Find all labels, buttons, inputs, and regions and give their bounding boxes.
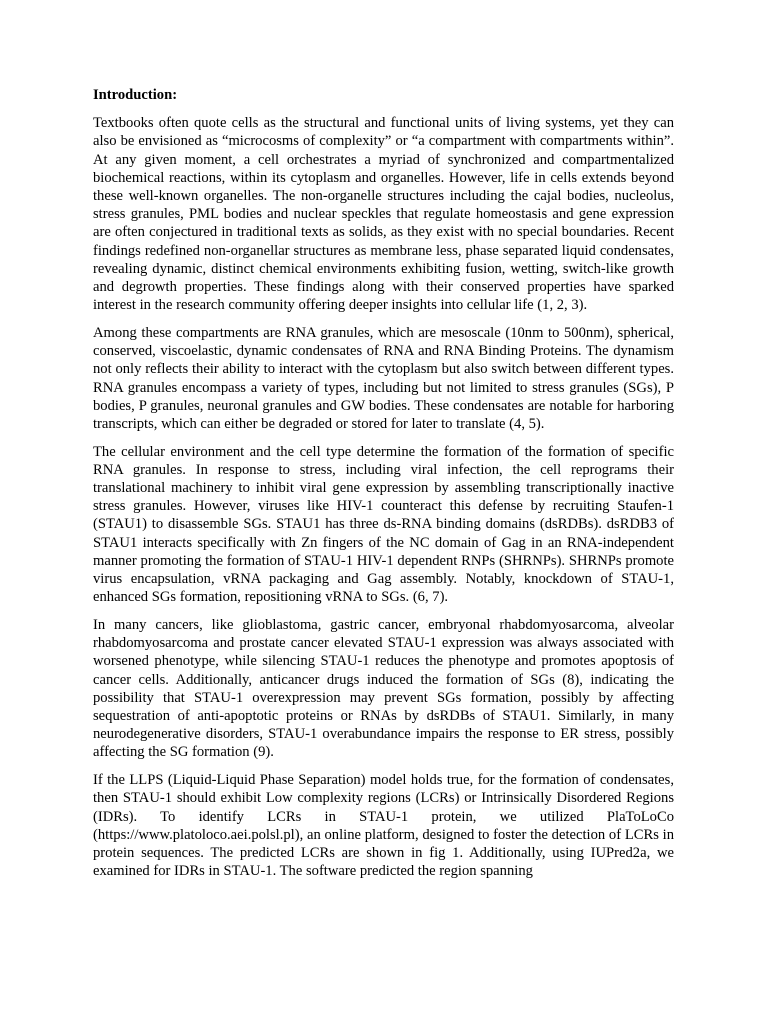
paragraph-cancers-stau1: In many cancers, like glioblastoma, gastric cancer, embryonal rhabdomyosarcoma, alveolar rhabdomyosarcoma and prostate cancer elevated STAU-1 expression was always associated with worsened phenotype, while silencing STAU-1 reduces the phenotype and promotes apoptosis of cancer cells. Additionally, anticancer drugs induced the formation of SGs (8), indicating the possibility that STAU-1 overexpression may prevent SGs formation, possibly by affecting sequestration of anti-apoptotic proteins or RNAs by dsRDBs of STAU1. Similarly, in many neurodegenerative disorders, STAU-1 overabundance impairs the response to ER stress, possibly affecting the SG formation (9). <box>93 616 674 761</box>
document-body <box>93 86 674 890</box>
paragraph-stress-granules-hiv: The cellular environment and the cell type determine the formation of the formation of specific RNA granules. In response to stress, including viral infection, the cell reprograms their translational machinery to inhibit viral gene expression by assembling transcriptionally inactive stress granules. However, viruses like HIV-1 counteract this defense by recruiting Staufen-1 (STAU1) to disassemble SGs. STAU1 has three ds-RNA binding domains (dsRDBs). dsRDB3 of STAU1 interacts specifically with Zn fingers of the NC domain of Gag in an RNA-independent manner promoting the formation of STAU-1 HIV-1 dependent RNPs (SHRNPs). SHRNPs promote virus encapsulation, vRNA packaging and Gag assembly. Notably, knockdown of STAU-1, enhanced SGs formation, repositioning vRNA to SGs. (6, 7). <box>93 443 674 606</box>
paragraph-rna-granules: Among these compartments are RNA granules, which are mesoscale (10nm to 500nm), spherical, conserved, viscoelastic, dynamic condensates of RNA and RNA Binding Proteins. The dynamism not only reflects their ability to interact with the cytoplasm but also switch between different types. RNA granules encompass a variety of types, including but not limited to stress granules (SGs), P bodies, P granules, neuronal granules and GW bodies. These condensates are notable for harboring transcripts, which can either be degraded or stored for later to translate (4, 5). <box>93 324 674 432</box>
paragraph-cells-microcosms: Textbooks often quote cells as the structural and functional units of living systems, yet they can also be envisioned as “microcosms of complexity” or “a compartment with compartments within”. At any given moment, a cell orchestrates a myriad of synchronized and compartmentalized biochemical reactions, within its cytoplasm and organelles. However, life in cells extends beyond these well-known organelles. The non-organelle structures including the cajal bodies, nucleolus, stress granules, PML bodies and nuclear speckles that regulate homeostasis and gene expression are often conjectured in traditional texts as solids, as they exist with no special boundaries. Recent findings redefined non-organellar structures as membrane less, phase separated liquid condensates, revealing dynamic, distinct chemical environments exhibiting fusion, wetting, switch-like growth and degrowth properties. These findings along with their conserved properties have sparked interest in the research community offering deeper insights into cellular life (1, 2, 3). <box>93 115 674 314</box>
section-heading: Introduction: <box>93 87 178 103</box>
paragraph-llps-model: If the LLPS (Liquid-Liquid Phase Separation) model holds true, for the formation of condensates, then STAU-1 should exhibit Low complexity regions (LCRs) or Intrinsically Disordered Regions (IDRs). To identify LCRs in STAU-1 protein, we utilized PlaToLoCo (https://www.platoloco.aei.polsl.pl), an online platform, designed to foster the detection of LCRs in protein sequences. The predicted LCRs are shown in fig 1. Additionally, using IUPred2a, we examined for IDRs in STAU-1. The software predicted the region spanning <box>93 772 674 880</box>
